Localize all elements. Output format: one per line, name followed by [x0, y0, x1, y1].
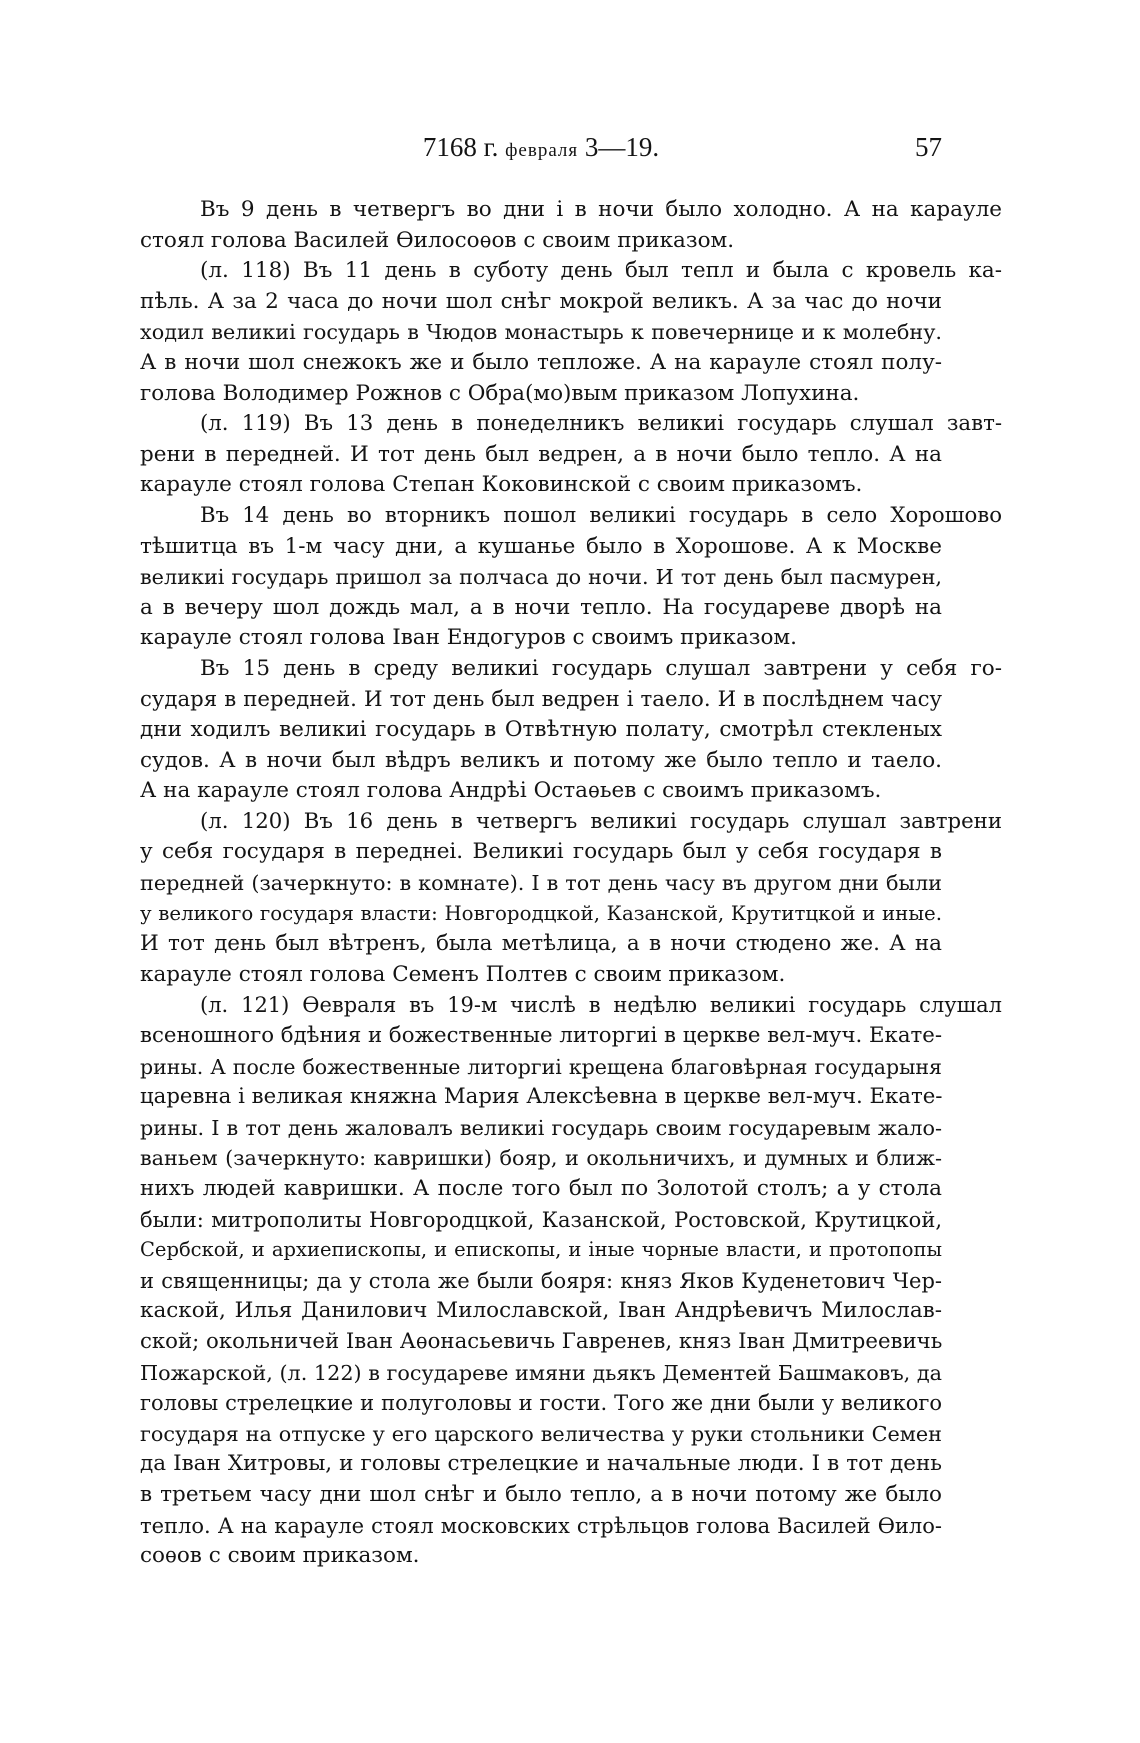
text-line: а в вечеру шол дождь мал, а в ночи тепло. На государеве дворѣ на	[140, 594, 942, 620]
text-line: да Іван Хитровы, и головы стрелецкие и начальные люди. І в тот день	[140, 1451, 942, 1477]
text-line: (л. 118) Въ 11 день в суботу день был тепл и была с кровель ка-	[200, 258, 1002, 284]
text-line: И тот день был вѣтренъ, была метѣлица, а в ночи стюдено же. А на	[140, 931, 942, 957]
text-line: сударя в передней. И тот день был ведрен і таело. И в послѣднем часу	[140, 686, 942, 712]
text-line: (л. 121) Ѳевраля въ 19-м числѣ в недѣлю великиі государь слушал	[200, 993, 1002, 1018]
running-head-month: февраля	[505, 140, 579, 161]
text-line: карауле стоял голова Семенъ Полтев с своим приказом.	[140, 961, 786, 987]
text-line: у себя государя в переднеі. Великиі государь был у себя государя в	[140, 839, 942, 865]
text-line: нихъ людей кавришки. А после того был по Золотой столъ; а у стола	[140, 1176, 942, 1201]
text-line: Въ 14 день во вторникъ пошол великиі государь в село Хорошово	[200, 502, 1002, 528]
text-line: тѣшитца въ 1-м часу дни, а кушанье было в Хорошове. А к Москве	[140, 533, 942, 559]
text-line: передней (зачеркнуто: в комнате). І в тот день часу въ другом дни были	[140, 871, 942, 896]
text-line: царевна і великая княжна Мария Алексѣевна в церкве вел-муч. Екате-	[140, 1084, 943, 1110]
text-line: пѣль. А за 2 часа до ночи шол снѣг мокрой великъ. А за час до ночи	[140, 288, 942, 314]
text-line: рины. І в тот день жаловалъ великиі государь своим государевым жало-	[140, 1115, 942, 1140]
page-number: 57	[915, 132, 942, 162]
running-head-year: 7168 г.	[422, 132, 506, 162]
text-line: дни ходилъ великиі государь в Отвѣтную полату, смотрѣл стекленых	[140, 717, 942, 743]
text-line: Въ 9 день в четвергъ во дни і в ночи было холодно. А на карауле	[200, 197, 1002, 222]
text-line: рины. А после божественные литоргиі крещена благовѣрная государыня	[140, 1054, 942, 1079]
text-line: государя на отпуске у его царского величества у руки стольники Семен	[140, 1421, 942, 1446]
running-head-days: 3—19.	[578, 132, 660, 162]
text-line: Пожарской, (л. 122) в государеве имяни дьякъ Дементей Башмаковъ, да	[140, 1360, 942, 1385]
page-header	[140, 132, 942, 172]
text-line: ваньем (зачеркнуто: кавришки) бояр, и окольничихъ, и думных и ближ-	[140, 1146, 942, 1171]
text-line: (л. 120) Въ 16 день в четвергъ великиі государь слушал завтрени	[200, 808, 1002, 834]
text-line: (л. 119) Въ 13 день в понеделникъ великиі государь слушал завт-	[200, 411, 1002, 437]
text-line: стоял голова Василей Ѳилосоѳов с своим приказом.	[140, 227, 735, 253]
text-line: Въ 15 день в среду великиі государь слушал завтрени у себя го-	[200, 655, 1002, 681]
text-line: Сербской, и архиепископы, и епископы, и іные чорные власти, и протопопы	[140, 1238, 942, 1262]
text-line: карауле стоял голова Іван Ендогуров с своимъ приказом.	[140, 625, 797, 651]
text-line: были: митрополиты Новгородцкой, Казанской, Ростовской, Крутицкой,	[140, 1207, 942, 1232]
running-head	[140, 132, 942, 163]
text-line: каской, Илья Данилович Милославской, Іван Андрѣевичъ Милослав-	[140, 1298, 942, 1324]
text-line: голова Володимер Рожнов с Обра(мо)вым приказом Лопухина.	[140, 380, 860, 406]
text-line: и священницы; да у стола же были бояря: княз Яков Куденетович Чер-	[140, 1268, 942, 1293]
text-line: А на карауле стоял голова Андрѣі Остаѳьев с своимъ приказомъ.	[140, 778, 882, 804]
text-line: великиі государь пришол за полчаса до ночи. И тот день был пасмурен,	[140, 565, 942, 590]
body-text	[140, 195, 1002, 1572]
text-line: головы стрелецкие и полуголовы и гости. Того же дни были у великого	[140, 1391, 942, 1416]
text-line: соѳов с своим приказом.	[140, 1543, 420, 1569]
text-line: всеношного бдѣния и божественные литоргиі в церкве вел-муч. Екате-	[140, 1023, 942, 1049]
text-line: у великого государя власти: Новгородцкой, Казанской, Крутитцкой и иные.	[140, 901, 942, 925]
text-line: карауле стоял голова Степан Коковинской с своим приказомъ.	[140, 472, 863, 498]
text-line: ской; окольничей Іван Аѳонасьевичь Гавренев, княз Іван Дмитреевичь	[140, 1328, 943, 1354]
text-line: тепло. А на карауле стоял московских стрѣльцов голова Василей Ѳило-	[140, 1513, 942, 1538]
text-line: ходил великиі государь в Чюдов монастырь к повечернице и к молебну.	[140, 320, 942, 345]
text-line: судов. А в ночи был вѣдръ великъ и потому же было тепло и таело.	[140, 747, 942, 773]
text-line: А в ночи шол снежокъ же и было тепложе. А на карауле стоял полу-	[140, 349, 942, 375]
text-line: рени в передней. И тот день был ведрен, а в ночи было тепло. А на	[140, 441, 942, 467]
text-line: в третьем часу дни шол снѣг и было тепло, а в ночи потому же было	[140, 1481, 942, 1507]
